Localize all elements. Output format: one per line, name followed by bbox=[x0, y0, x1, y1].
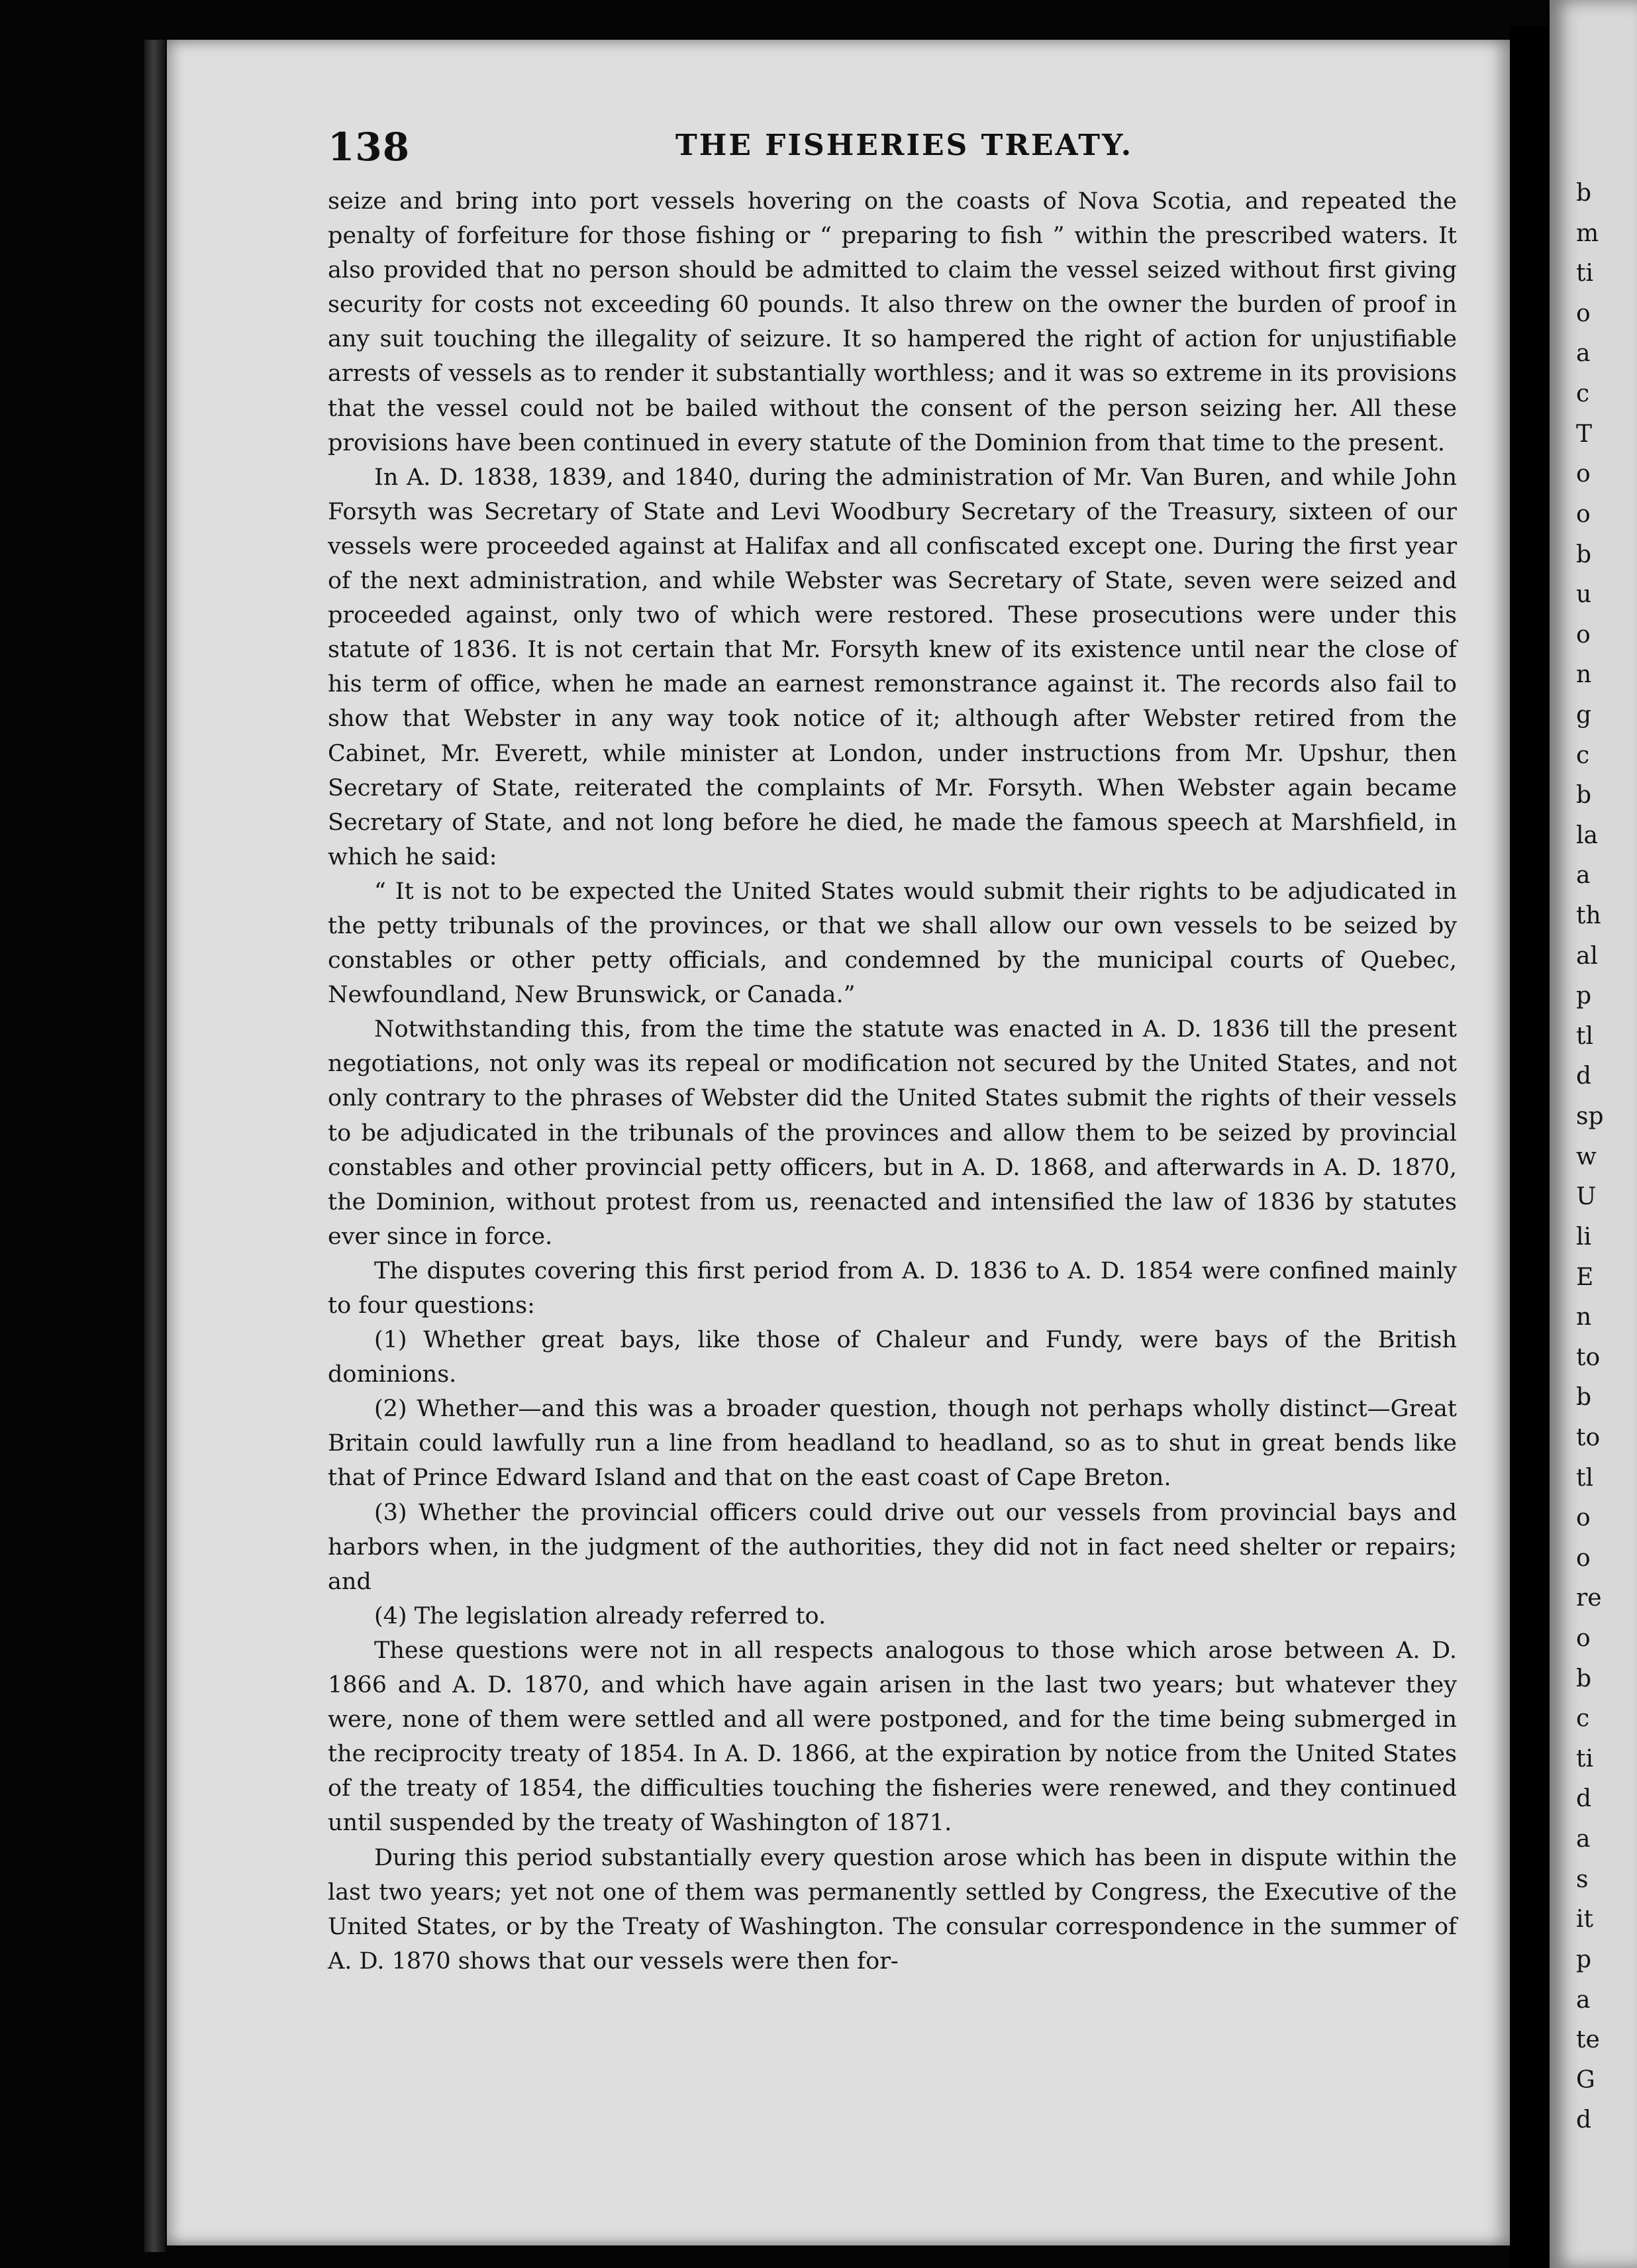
adjacent-page-fragment: g bbox=[1576, 701, 1592, 729]
adjacent-page-fragment: a bbox=[1576, 340, 1591, 368]
adjacent-page-fragment: c bbox=[1576, 741, 1590, 769]
adjacent-page-fragment: o bbox=[1576, 500, 1591, 528]
adjacent-page-fragment: th bbox=[1576, 902, 1601, 930]
adjacent-page-fragment: to bbox=[1576, 1343, 1601, 1371]
adjacent-page-fragment: la bbox=[1576, 821, 1598, 849]
paragraph: In A. D. 1838, 1839, and 1840, during the administration of Mr. Van Buren, and while John Forsyth was Secretary of State and Levi Woodbury Secretary of the Treasury, sixteen of our vessels were proceeded against at Halifax and all confiscated except one. During the first year of the next administration, and while Webster was Secretary of State, seven were seized and proceeded against, only two of which were restored. These prosecutions were under this statute of 1836. It is not certain that Mr. Forsyth knew of its existence until near the close of his term of office, when he made an earnest remonstrance against it. The records also fail to show that Webster in any way took notice of it; although after Webster retired from the Cabinet, Mr. Everett, while minister at London, under instructions from Mr. Upshur, then Secretary of State, reiterated the complaints of Mr. Forsyth. When Webster again became Secretary of State, and not long before he died, he made the famous speech at Marshfield, in which he said: bbox=[328, 464, 1457, 870]
adjacent-page-fragment: s bbox=[1576, 1865, 1589, 1893]
adjacent-page-fragment: m bbox=[1576, 219, 1599, 247]
paragraph: Notwithstanding this, from the time the statute was enacted in A. D. 1836 till the present negotiations, not only was its repeal or modification not secured by the United States, and not only contrary to the phrases of Webster did the United States submit the rights of their vessels to be adjudicated in the tribunals of the provinces and allow them to be seized by provincial constables and other provincial petty officers, but in A. D. 1868, and afterwards in A. D. 1870, the Dominion, without protest from us, reenacted and intensified the law of 1836 by statutes ever since in force. bbox=[328, 1016, 1457, 1250]
adjacent-page-fragment: d bbox=[1576, 2106, 1592, 2134]
adjacent-page-fragment: c bbox=[1576, 380, 1590, 408]
adjacent-page-fragment: w bbox=[1576, 1143, 1597, 1170]
adjacent-page-edge bbox=[1550, 0, 1637, 2268]
adjacent-page-fragment: a bbox=[1576, 1986, 1591, 2014]
adjacent-page-fragment: a bbox=[1576, 862, 1591, 890]
adjacent-page-fragment: tl bbox=[1576, 1022, 1593, 1050]
adjacent-page-fragment: E bbox=[1576, 1263, 1594, 1291]
adjacent-page-fragment: to bbox=[1576, 1423, 1601, 1451]
adjacent-page-fragment: o bbox=[1576, 621, 1591, 648]
adjacent-page-fragment: n bbox=[1576, 1304, 1592, 1331]
adjacent-page-fragment: tl bbox=[1576, 1464, 1593, 1492]
list-item: (2) Whether—and this was a broader question, though not perhaps wholly distinct—Great Britain could lawfully run a line from headland to headland, so as to shut in great bends like that of Prince Edward Island and that on the east coast of Cape Breton. bbox=[328, 1396, 1457, 1492]
adjacent-page-fragment: G bbox=[1576, 2066, 1595, 2094]
adjacent-page-fragment: te bbox=[1576, 2026, 1600, 2054]
list-item: (3) Whether the provincial officers could drive out our vessels from provincial bays and harbors when, in the judgment of the authorities, they did not in fact need shelter or repairs; and bbox=[328, 1499, 1457, 1595]
adjacent-page-fragment: o bbox=[1576, 1625, 1591, 1653]
adjacent-page-fragment: o bbox=[1576, 1504, 1591, 1532]
adjacent-page-fragment: ti bbox=[1576, 1745, 1593, 1773]
adjacent-page-fragment: c bbox=[1576, 1705, 1590, 1733]
paragraph: These questions were not in all respects analogous to those which arose between A. D. 1866 and A. D. 1870, and which have again arisen in the last two years; but whatever they were, none of them were settled and all were postponed, and for the time being submerged in the reciprocity treaty of 1854. In A. D. 1866, at the expiration by notice from the United States of the treaty of 1854, the difficulties touching the fisheries were renewed, and they continued until suspended by the treaty of Washington of 1871. bbox=[328, 1637, 1457, 1837]
adjacent-page-fragment: d bbox=[1576, 1785, 1592, 1813]
adjacent-page-fragment: b bbox=[1576, 541, 1592, 568]
adjacent-page-fragment: a bbox=[1576, 1826, 1591, 1853]
adjacent-page-fragment: T bbox=[1576, 420, 1593, 448]
adjacent-page-fragment: o bbox=[1576, 299, 1591, 327]
adjacent-page-fragment: o bbox=[1576, 460, 1591, 488]
adjacent-page-fragment: u bbox=[1576, 581, 1592, 609]
adjacent-page-fragment: b bbox=[1576, 180, 1592, 207]
paragraph: The disputes covering this first period from A. D. 1836 to A. D. 1854 were confined mainly to four questions: bbox=[328, 1257, 1457, 1319]
adjacent-page-fragment: U bbox=[1576, 1183, 1597, 1211]
quotation: “ It is not to be expected the United States would submit their rights to be adjudicated in the petty tribunals of the provinces, or that we shall allow our own vessels to be seized by constables or other petty officials, and condemned by the municipal courts of Quebec, Newfoundland, New Brunswick, or Canada.” bbox=[328, 878, 1457, 1009]
adjacent-page-fragment: re bbox=[1576, 1584, 1602, 1612]
adjacent-page-fragment: it bbox=[1576, 1906, 1593, 1933]
adjacent-page-fragment: ti bbox=[1576, 260, 1593, 287]
adjacent-page-fragment: b bbox=[1576, 782, 1592, 809]
paragraph: During this period substantially every question arose which has been in dispute within the last two years; yet not one of them was permanently settled by Congress, the Executive of the United States, or by the Treaty of Washington. The consular correspondence in the summer of A. D. 1870 shows that our vessels were then for- bbox=[328, 1844, 1457, 1975]
body-text bbox=[328, 184, 1457, 1979]
list-item: (1) Whether great bays, like those of Chaleur and Fundy, were bays of the British dominions. bbox=[328, 1327, 1457, 1388]
adjacent-page-fragment: li bbox=[1576, 1223, 1592, 1251]
page-number: 138 bbox=[328, 125, 411, 170]
adjacent-page-fragment: n bbox=[1576, 661, 1592, 689]
page-gutter bbox=[1510, 26, 1550, 2268]
book-spine-shadow bbox=[144, 40, 166, 2252]
adjacent-page-fragment: b bbox=[1576, 1384, 1592, 1412]
adjacent-page-fragment: p bbox=[1576, 1945, 1592, 1973]
page-header bbox=[328, 125, 1480, 171]
list-item: (4) The legislation already referred to. bbox=[374, 1602, 826, 1629]
adjacent-page-fragment: b bbox=[1576, 1665, 1592, 1692]
adjacent-page-fragment: d bbox=[1576, 1062, 1592, 1090]
adjacent-page-fragment: p bbox=[1576, 982, 1592, 1010]
adjacent-page-fragment: sp bbox=[1576, 1103, 1604, 1131]
paragraph: seize and bring into port vessels hovering on the coasts of Nova Scotia, and repeated the penalty of forfeiture for those fishing or “ preparing to fish ” within the prescribed waters. It also provided that no person should be admitted to claim the vessel seized without first giving security for costs not exceeding 60 pounds. It also threw on the owner the burden of proof in any suit touching the illegality of seizure. It so hampered the right of action for unjustifiable arrests of vessels as to render it substantially worthless; and it was so extreme in its provisions that the vessel could not be bailed without the consent of the person seizing her. All these provisions have been continued in every statute of the Dominion from that time to the present. bbox=[328, 188, 1457, 456]
adjacent-page-fragment: o bbox=[1576, 1544, 1591, 1572]
running-title: THE FISHERIES TREATY. bbox=[675, 129, 1134, 162]
adjacent-page-fragment: al bbox=[1576, 942, 1598, 970]
